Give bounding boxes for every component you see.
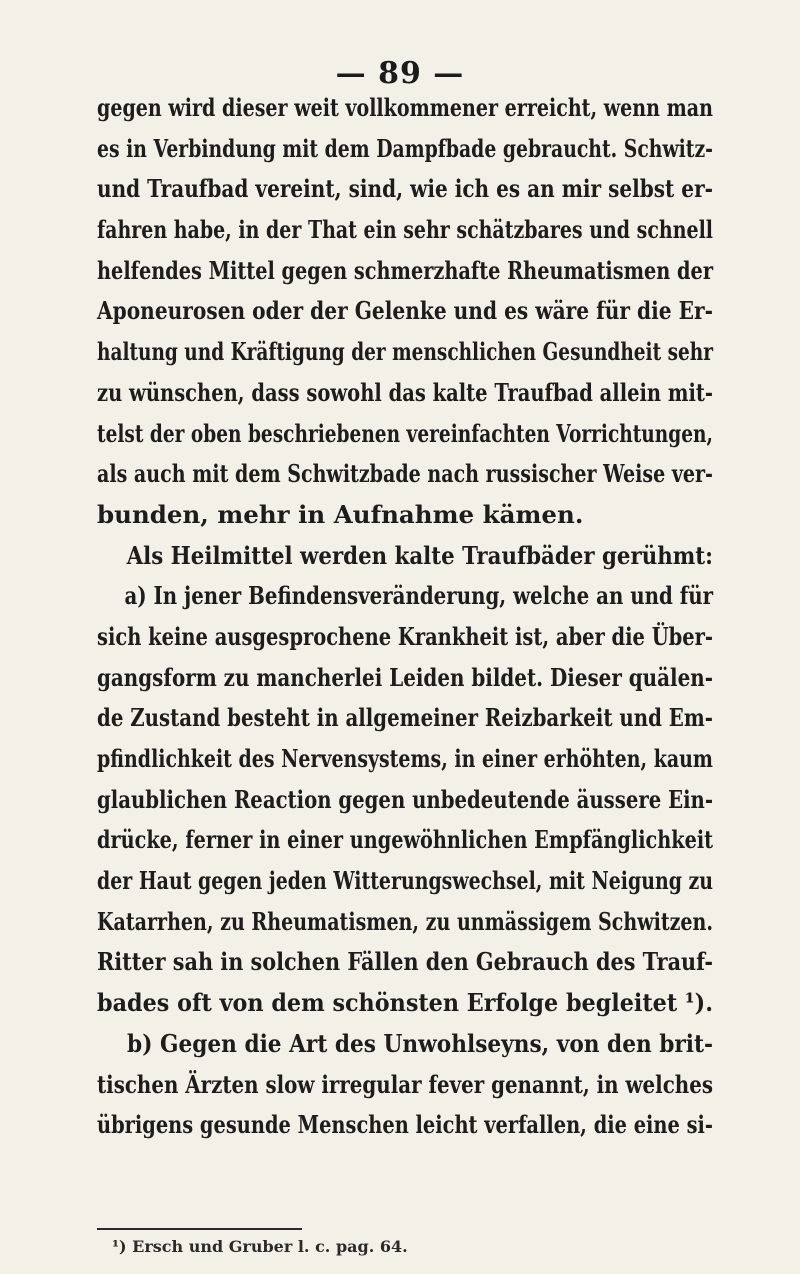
- body-text: [97, 88, 713, 1146]
- text-line: Ritter sah in solchen Fällen den Gebrauch des Trauf-: [97, 947, 713, 977]
- text-line: gangsform zu mancherlei Leiden bildet. Dieser quälen-: [97, 662, 713, 692]
- footnote-divider: [97, 1228, 302, 1230]
- text-line: glaublichen Reaction gegen unbedeutende äussere Ein-: [97, 784, 714, 814]
- text-line: telst der oben beschriebenen vereinfachten Vorrichtungen,: [97, 418, 713, 448]
- text-line: sich keine ausgesprochene Krankheit ist, aber die Über-: [97, 621, 714, 651]
- text-line: bunden, mehr in Aufnahme kämen.: [97, 499, 584, 529]
- text-line: Aponeurosen oder der Gelenke und es wäre für die Er-: [97, 296, 713, 326]
- footnote: ¹) Ersch und Gruber l. c. pag. 64.: [112, 1237, 408, 1256]
- text-line: gegen wird dieser weit vollkommener erreicht, wenn man: [97, 93, 713, 122]
- text-line: pfindlichkeit des Nervensystems, in einer erhöhten, kaum: [97, 744, 713, 773]
- text-line: es in Verbindung mit dem Dampfbade gebraucht. Schwitz-: [97, 133, 713, 163]
- text-line: bades oft von dem schönsten Erfolge begleitet ¹).: [97, 988, 713, 1018]
- text-line: tischen Ärzten slow irregular fever genannt, in welches: [97, 1069, 713, 1099]
- text-line: übrigens gesunde Menschen leicht verfallen, die eine si-: [97, 1110, 713, 1140]
- text-line: haltung und Kräftigung der menschlichen Gesundheit sehr: [97, 337, 713, 367]
- page-number: — 89 —: [335, 56, 465, 91]
- text-line: b) Gegen die Art des Unwohlseyns, von den brit-: [127, 1028, 714, 1058]
- text-line: de Zustand besteht in allgemeiner Reizbarkeit und Em-: [97, 703, 713, 733]
- text-line: helfendes Mittel gegen schmerzhafte Rheumatismen der: [97, 255, 714, 285]
- text-line: fahren habe, in der That ein sehr schätzbares und schnell: [97, 215, 714, 245]
- text-line: der Haut gegen jeden Witterungswechsel, mit Neigung zu: [97, 866, 714, 896]
- text-line: a) In jener Befindensveränderung, welche an und für: [124, 581, 714, 611]
- text-line: als auch mit dem Schwitzbade nach russischer Weise ver-: [97, 459, 713, 489]
- text-line: Katarrhen, zu Rheumatismen, zu unmässigem Schwitzen.: [97, 906, 714, 936]
- text-line: und Traufbad vereint, sind, wie ich es an mir selbst er-: [97, 174, 713, 204]
- text-line: Als Heilmittel werden kalte Traufbäder gerühmt:: [126, 540, 714, 570]
- text-line: zu wünschen, dass sowohl das kalte Traufbad allein mit-: [97, 377, 714, 407]
- text-line: drücke, ferner in einer ungewöhnlichen Empfänglichkeit: [97, 825, 714, 855]
